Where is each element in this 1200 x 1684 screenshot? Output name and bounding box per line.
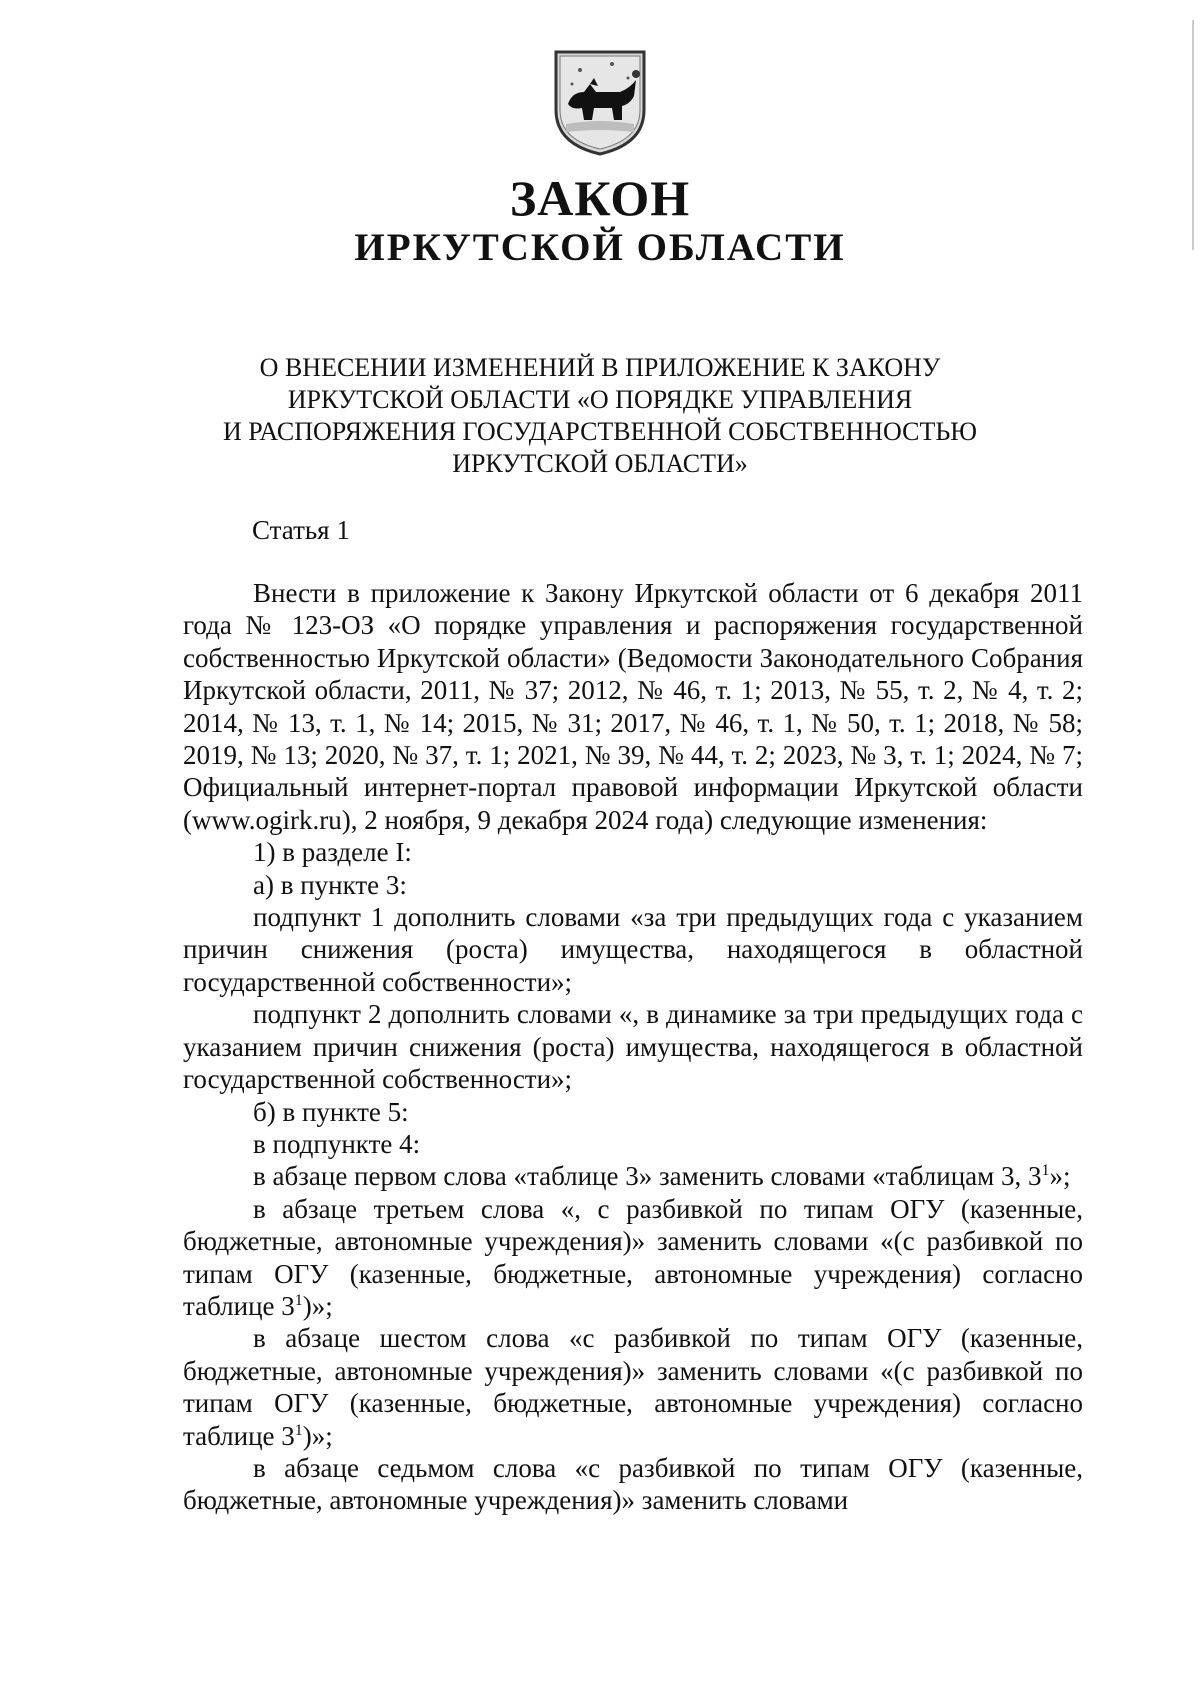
subject-line: ИРКУТСКОЙ ОБЛАСТИ» bbox=[452, 449, 748, 478]
subject-line: И РАСПОРЯЖЕНИЯ ГОСУДАРСТВЕННОЙ СОБСТВЕННОСТЬЮ bbox=[223, 417, 977, 446]
paragraph-text: в абзаце первом слова «таблице 3» заменить словами «таблицам 3, 3 bbox=[253, 1161, 1042, 1192]
subject-line: ИРКУТСКОЙ ОБЛАСТИ «О ПОРЯДКЕ УПРАВЛЕНИЯ bbox=[287, 385, 913, 414]
law-region-title: ИРКУТСКОЙ ОБЛАСТИ bbox=[354, 226, 846, 269]
law-subject-heading bbox=[180, 352, 1020, 480]
body-paragraph bbox=[183, 1193, 1083, 1323]
coat-of-arms-emblem bbox=[550, 48, 650, 156]
body-paragraph: а) в пункте 3: bbox=[253, 869, 407, 900]
paragraph-text: )»; bbox=[302, 1420, 333, 1451]
paragraph-text: )»; bbox=[302, 1290, 333, 1321]
body-paragraph: в подпункте 4: bbox=[253, 1128, 421, 1159]
body-paragraph: в абзаце седьмом слова «с разбивкой по типам ОГУ (казенные, бюджетные, автономные учреждения)» заменить словами bbox=[183, 1452, 1083, 1516]
body-paragraph: б) в пункте 5: bbox=[253, 1096, 409, 1127]
body-paragraph bbox=[183, 1322, 1083, 1452]
law-title: ЗАКОН bbox=[509, 170, 691, 226]
paragraph-text: »; bbox=[1049, 1161, 1071, 1192]
superscript: 1 bbox=[1041, 1162, 1050, 1180]
article-heading: Статья 1 bbox=[252, 515, 350, 545]
body-paragraph: подпункт 1 дополнить словами «за три предыдущих года с указанием причин снижения (роста) имущества, находящегося в областной государственной собственности»; bbox=[183, 902, 1083, 997]
article-body bbox=[183, 577, 1083, 1517]
body-paragraph: Внести в приложение к Закону Иркутской области от 6 декабря 2011 года № 123-ОЗ «О порядке управления и распоряжения государственной собственностью Иркутской области» (Ведомости Законодательного Собрания Иркутской области, 2011, № 37; 2012, № 46, т. 1; 2013, № 55, т. 2, № 4, т. 2; 2014, № 13, т. 1, № 14; 2015, № 31; 2017, № 46, т. 1, № 50, т. 1; 2018, № 58; 2019, № 13; 2020, № 37, т. 1; 2021, № 39, № 44, т. 2; 2023, № 3, т. 1; 2024, № 7; Официальный интернет-портал правовой информации Иркутской области (www.ogirk.ru), 2 ноября, 9 декабря 2024 года) следующие изменения: bbox=[183, 578, 1083, 835]
body-paragraph bbox=[183, 1160, 1083, 1192]
paragraph-text: в абзаце шестом слова «с разбивкой по типам ОГУ (казенные, бюджетные, автономные учреждения)» заменить словами «(с разбивкой по типам ОГУ (казенные, бюджетные, автономные учреждения) согласно таблице 3 bbox=[183, 1323, 1083, 1451]
paragraph-text: в абзаце третьем слова «, с разбивкой по типам ОГУ (казенные, бюджетные, автономные учреждения)» заменить словами «(с разбивкой по типам ОГУ (казенные, бюджетные, автономные учреждения) согласно таблице 3 bbox=[183, 1193, 1083, 1321]
superscript: 1 bbox=[294, 1421, 303, 1439]
body-paragraph: 1) в разделе I: bbox=[253, 837, 412, 868]
subject-line: О ВНЕСЕНИИ ИЗМЕНЕНИЙ В ПРИЛОЖЕНИЕ К ЗАКОНУ bbox=[259, 353, 941, 382]
superscript: 1 bbox=[294, 1291, 303, 1309]
body-paragraph: подпункт 2 дополнить словами «, в динамике за три предыдущих года с указанием причин снижения (роста) имущества, находящегося в областной государственной собственности»; bbox=[183, 999, 1083, 1095]
